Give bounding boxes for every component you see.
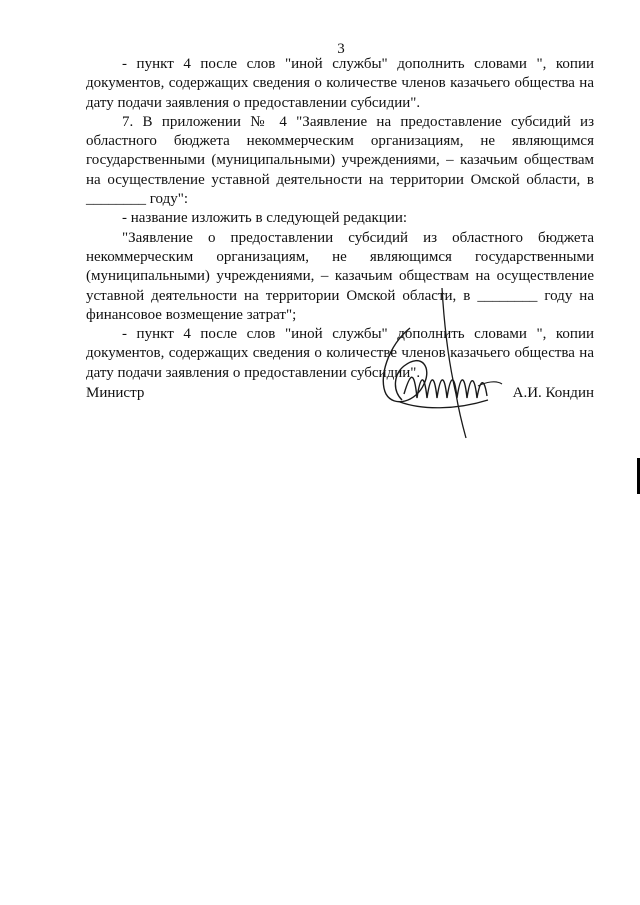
- signer-name: А.И. Кондин: [512, 385, 594, 401]
- document-body: [86, 55, 594, 383]
- handwritten-signature: [374, 282, 504, 442]
- signer-title: Министр: [86, 385, 145, 401]
- paragraph-item-7: 7. В приложении № 4 "Заявление на предоставление субсидий из областного бюджета некоммерческим организациям, не являющимся государственными (муниципальными) учреждениями, – казачьим обществам на осуществление уставной деятельности на территории Омской области, в ________ году":: [86, 113, 594, 208]
- signature-block: [86, 385, 594, 409]
- paragraph-point-4-second: - пункт 4 после слов "иной службы" дополнить словами ", копии документов, содержащих сведения о количестве членов казачьего общества на дату подачи заявления о предоставлении субсидии".: [86, 326, 594, 381]
- page-number: 3: [337, 41, 345, 57]
- paragraph-new-title: "Заявление о предоставлении субсидий из областного бюджета некоммерческим организациям, не являющимся государственными (муниципальными) учреждениями, – казачьим обществам на осуществление уставной деятельности на территории Омской области, в ________ году на финансовое возмещение затрат";: [86, 229, 594, 323]
- paragraph-point-4-first: - пункт 4 после слов "иной службы" дополнить словами ", копии документов, содержащих сведения о количестве членов казачьего общества на дату подачи заявления о предоставлении субсидии".: [86, 56, 594, 111]
- paragraph-title-change: - название изложить в следующей редакции:: [122, 210, 408, 227]
